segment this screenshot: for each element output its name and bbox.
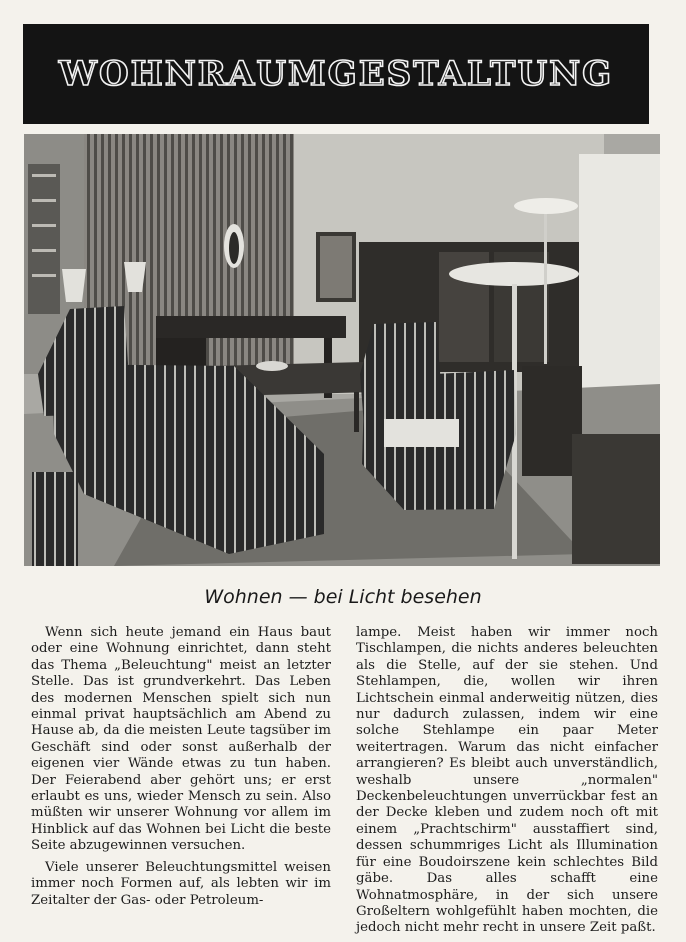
paragraph: lampe. Meist haben wir immer noch Tischlampen, die nichts anderes beleuchten als die Stelle, auf der sie stehen. Und Stehlampen, die, wollen wir ihren Lichtschein einmal anderweitig nützen, dies nur dadurch zulassen, indem wir eine solche Stehlampe ein paar Meter weitertragen. Warum das nicht einfacher arrangieren? Es bleibt auch unverständlich, weshalb unsere „normalen" Deckenbeleuchtungen unverrückbar fest an der Decke kleben und zudem noch oft mit einem „Prachtschirm" ausstaffiert sind, dessen schummriges Licht als Illumination für eine Boudoirszene kein schlechtes Bild gäbe. Das alles schafft eine Wohnatmosphäre, in der sich unsere Großeltern wohlgefühlt haben mochten, die jedoch nicht mehr recht in unsere Zeit paßt. (356, 625, 658, 936)
article-column-left (31, 625, 331, 914)
paragraph: Wenn sich heute jemand ein Haus baut oder eine Wohnung einrichtet, dann steht das Thema „Beleuchtung" meist an letzter Stelle. Das ist grundverkehrt. Das Leben des modernen Menschen spielt sich nun einmal privat hauptsächlich am Abend zu Hause ab, da die meisten Leute tagsüber im Geschäft sind oder sonst außerhalb der eigenen vier Wände etwas zu tun haben. Der Feierabend aber gehört uns; er erst erlaubt es uns, wieder Mensch zu sein. Also müßten wir unserer Wohnung vor allem im Hinblick auf das Wohnen bei Licht die beste Seite abzugewinnen versuchen. (31, 625, 331, 854)
living-room-illustration (24, 134, 660, 566)
living-room-photo (24, 134, 660, 566)
header-title: WOHNRAUMGESTALTUNG (58, 54, 614, 94)
paragraph: Viele unserer Beleuchtungsmittel weisen immer noch Formen auf, als lebten wir im Zeitalter der Gas- oder Petroleum- (31, 859, 331, 908)
article-headline: Wohnen — bei Licht besehen (204, 586, 482, 608)
header-banner (23, 24, 649, 124)
article-column-right (356, 625, 658, 942)
